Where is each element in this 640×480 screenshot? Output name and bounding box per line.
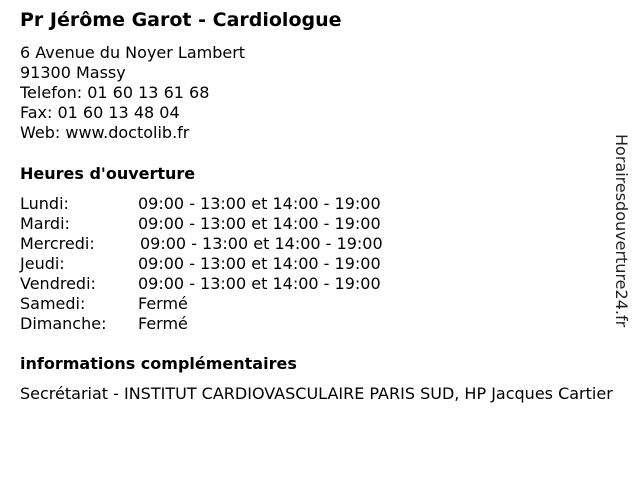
- phone-number: Telefon: 01 60 13 61 68: [20, 83, 210, 102]
- fax-number: Fax: 01 60 13 48 04: [20, 103, 180, 122]
- additional-info-heading: informations complémentaires: [20, 354, 297, 373]
- website: Web: www.doctolib.fr: [20, 123, 190, 142]
- day-label: Mercredi:: [20, 234, 95, 253]
- time-value: Fermé: [138, 314, 188, 333]
- time-value: 09:00 - 13:00 et 14:00 - 19:00: [138, 254, 381, 273]
- address-line-2: 91300 Massy: [20, 63, 126, 82]
- time-value: 09:00 - 13:00 et 14:00 - 19:00: [138, 274, 381, 293]
- contact-block: [20, 43, 245, 143]
- address-line-1: 6 Avenue du Noyer Lambert: [20, 43, 246, 62]
- day-label: Dimanche:: [20, 314, 107, 333]
- time-value: 09:00 - 13:00 et 14:00 - 19:00: [140, 234, 383, 253]
- additional-info-text: Secrétariat - INSTITUT CARDIOVASCULAIRE PARIS SUD, HP Jacques Cartier: [20, 384, 613, 403]
- time-value: 09:00 - 13:00 et 14:00 - 19:00: [138, 194, 381, 213]
- day-label: Lundi:: [20, 194, 69, 213]
- site-watermark: Horairesdouverture24.fr: [612, 134, 631, 328]
- day-label: Vendredi:: [20, 274, 96, 293]
- time-value: Fermé: [138, 294, 188, 313]
- opening-hours-heading: Heures d'ouverture: [20, 164, 196, 183]
- page-title: Pr Jérôme Garot - Cardiologue: [20, 9, 342, 31]
- day-label: Mardi:: [20, 214, 70, 233]
- day-label: Jeudi:: [20, 254, 65, 273]
- day-label: Samedi:: [20, 294, 86, 313]
- time-value: 09:00 - 13:00 et 14:00 - 19:00: [138, 214, 381, 233]
